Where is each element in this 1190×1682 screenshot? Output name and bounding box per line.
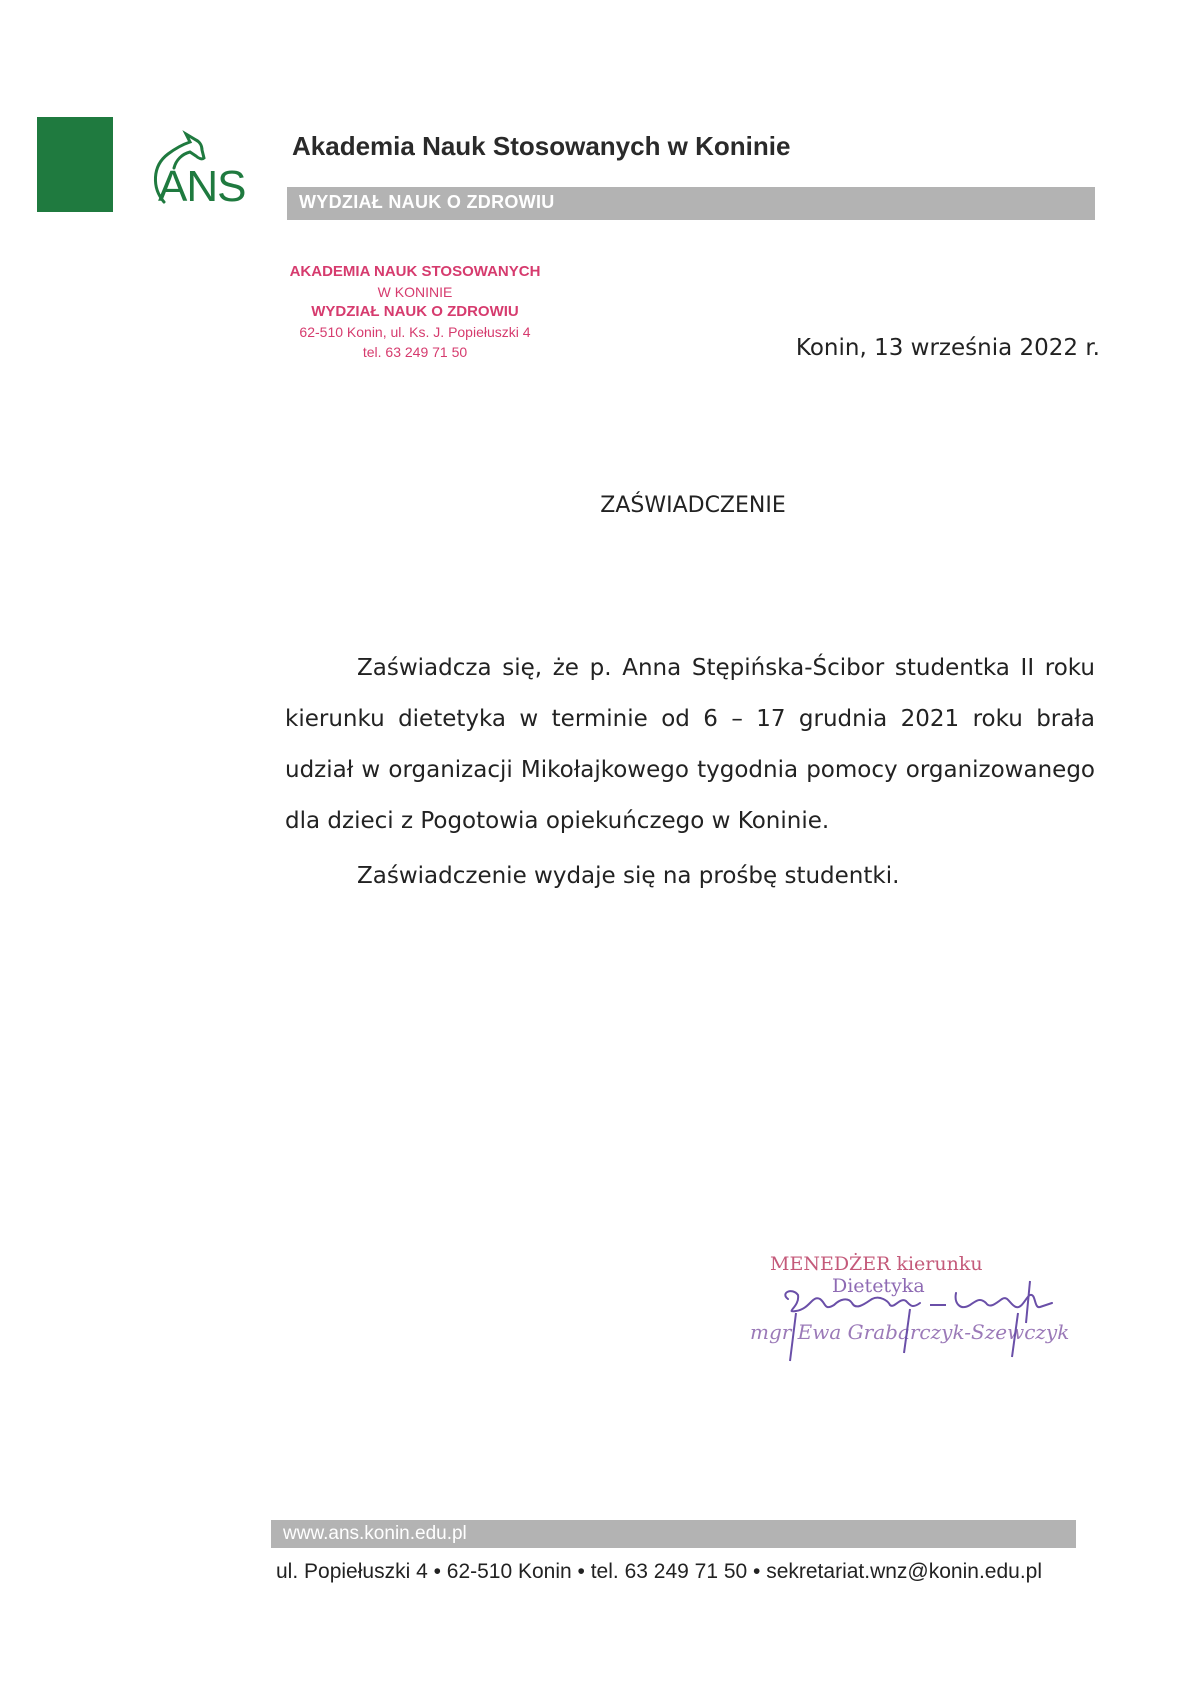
institution-stamp [270, 262, 560, 362]
stamp-line: AKADEMIA NAUK STOSOWANYCH [289, 263, 541, 280]
signature-stamp-line: MENEDŻER kierunku [770, 1253, 983, 1275]
footer-website: www.ans.konin.edu.pl [283, 1523, 467, 1544]
logo-wordmark: ANS [158, 162, 246, 211]
stamp-line: 62-510 Konin, ul. Ks. J. Popiełuszki 4 [299, 324, 531, 340]
ans-logo [146, 128, 262, 210]
handwritten-signature [740, 1253, 1070, 1363]
footer-address: ul. Popiełuszki 4 • 62-510 Konin • tel. 63 249 71 50 • sekretariat.wnz@konin.edu.pl [276, 1560, 1042, 1583]
department-banner [287, 187, 1095, 220]
brand-color-block [37, 117, 113, 212]
document-date: Konin, 13 września 2022 r. [795, 335, 1100, 361]
body-paragraph: Zaświadczenie wydaje się na prośbę studentki. [357, 863, 900, 889]
signature-stamp-line: mgr Ewa Grabarczyk-Szewczyk [750, 1320, 1070, 1344]
department-name: WYDZIAŁ NAUK O ZDROWIU [299, 192, 555, 212]
stamp-line: W KONINIE [377, 284, 453, 300]
document-title-text: ZAŚWIADCZENIE [600, 493, 786, 518]
document-title [0, 493, 1190, 518]
signature-stamp-line: Dietetyka [832, 1275, 925, 1297]
footer-banner [271, 1520, 1076, 1548]
institution-name: Akademia Nauk Stosowanych w Koninie [292, 131, 791, 161]
signature-block [740, 1253, 1070, 1363]
body-paragraph: Zaświadcza się, że p. Anna Stępińska-Ścibor studentka II roku kierunku dietetyka w terminie od 6 – 17 grudnia 2021 roku brała udział w organizacji Mikołajkowego tygodnia pomocy organizowanego dla dzieci z Pogotowia opiekuńczego w Koninie. [285, 655, 1095, 834]
stamp-line: WYDZIAŁ NAUK O ZDROWIU [311, 303, 519, 320]
stamp-line: tel. 63 249 71 50 [362, 344, 468, 360]
